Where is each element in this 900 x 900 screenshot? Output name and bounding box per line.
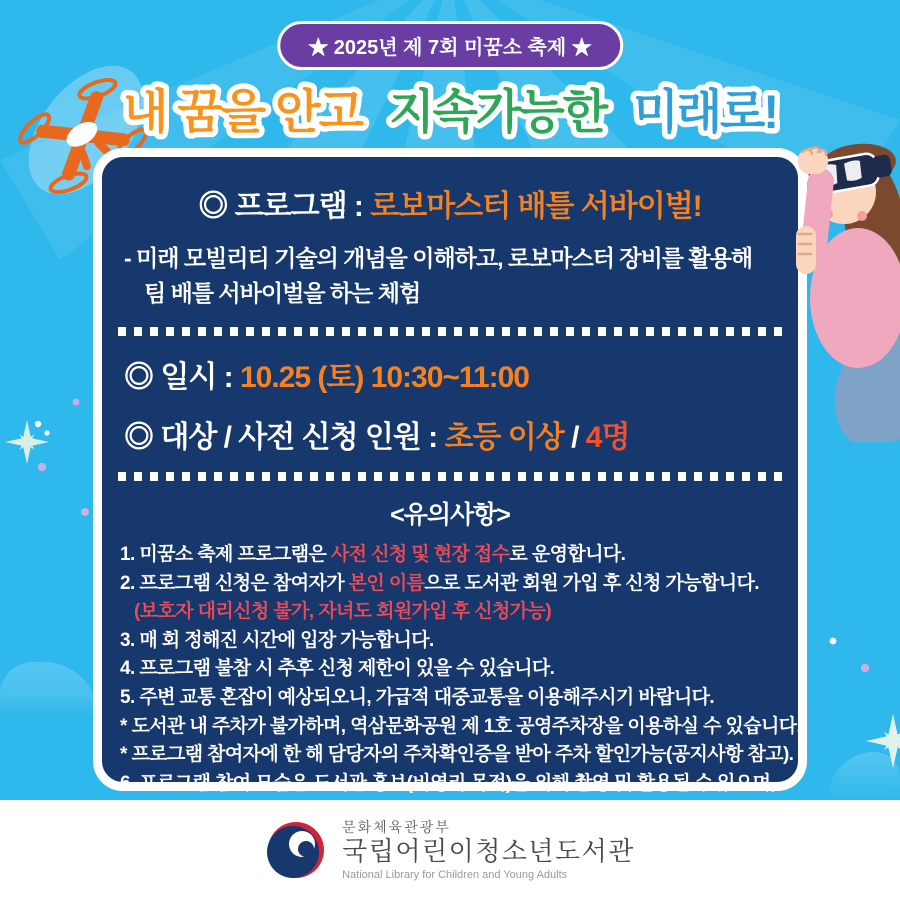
- library-name-english: National Library for Children and Young Adults: [342, 868, 568, 881]
- library-logo-text: [342, 819, 635, 882]
- notice-item-6: 6. 프로그램 참여 모습은 도서관 홍보(비영리 목적)을 위해 촬영 및 활용될 수 있으며,: [120, 772, 776, 794]
- title-segment-sustainable: 지속가능한: [389, 85, 607, 138]
- dotted-divider-top: [118, 327, 782, 336]
- sparkle-right-icon: [810, 625, 900, 775]
- hand-side: [796, 226, 816, 274]
- svg-text:내 꿈을 안고 지속가능한 미래로!: [123, 85, 777, 138]
- audience-separator: /: [563, 421, 586, 454]
- notice-item-4: 4. 프로그램 불참 시 추후 신청 제한이 있을 수 있습니다.: [120, 658, 555, 680]
- library-logo: [265, 819, 635, 882]
- title-segment-future: 미래로!: [633, 85, 778, 138]
- notice-item-5: 5. 주변 교통 혼잡이 예상되오니, 가급적 대중교통을 이용해주시기 바랍니다.: [120, 686, 715, 708]
- notice-item-1: 1. 미꿈소 축제 프로그램은 사전 신청 및 현장 접수로 운영합니다.: [120, 544, 626, 565]
- cloud-left: [0, 662, 98, 716]
- festival-badge-label: ★ 2025년 제 7회 미꿈소 축제 ★: [308, 37, 592, 59]
- datetime-label: ◎ 일시 :: [124, 361, 240, 394]
- notice-item-parking-2: * 프로그램 참여자에 한 해 담당자의 주차확인증을 받아 주차 할인가능(공지사항 참고).: [120, 744, 794, 766]
- audience-value: 초등 이상: [444, 421, 564, 454]
- notice-item-2: 2. 프로그램 신청은 참여자가 본인 이름으로 도서관 회원 가입 후 신청 가능합니다.: [120, 572, 759, 594]
- program-description: [124, 241, 798, 311]
- program-description-line2: 팀 배틀 서바이벌을 하는 체험: [144, 280, 421, 306]
- datetime-line: [124, 352, 798, 396]
- program-value: 로보마스터 배틀 서바이벌!: [370, 190, 702, 223]
- notice-section-title: <유의사항>: [390, 501, 510, 529]
- title-segment-dream: 내 꿈을 안고: [122, 85, 363, 138]
- notice-item-2-note: (보호자 대리신청 불가, 자녀도 회원가입 후 신청가능): [134, 601, 552, 623]
- audience-count: 4명: [585, 421, 630, 454]
- notice-item-3: 3. 매 회 정해진 시간에 입장 가능합니다.: [120, 629, 434, 651]
- audience-line: [124, 412, 798, 456]
- dotted-divider-bottom: [118, 472, 782, 481]
- notice-item-parking-1: * 도서관 내 주차가 불가하며, 역삼문화공원 제 1호 공영주차장을 이용하실 수 있습니다.: [120, 715, 802, 737]
- government-emblem-icon: [265, 819, 327, 881]
- hand-top: [798, 147, 828, 174]
- program-info-card: [93, 148, 807, 794]
- program-title-line: [102, 181, 798, 225]
- poster-title: [0, 66, 900, 158]
- ministry-name: 문화체육관광부: [342, 818, 451, 835]
- festival-badge: [277, 21, 623, 70]
- program-label: ◎ 프로그램 :: [198, 190, 371, 223]
- datetime-value: 10.25 (토) 10:30~11:00: [239, 361, 529, 394]
- library-name: 국립어린이청소년도서관: [342, 835, 635, 866]
- footer: [0, 800, 900, 900]
- vr-character-illustration: [778, 130, 900, 442]
- notice-list: [120, 541, 802, 827]
- program-description-line1: - 미래 모빌리티 기술의 개념을 이해하고, 로보마스터 장비를 활용해: [124, 245, 753, 271]
- audience-label: ◎ 대상 / 사전 신청 인원 :: [124, 421, 445, 454]
